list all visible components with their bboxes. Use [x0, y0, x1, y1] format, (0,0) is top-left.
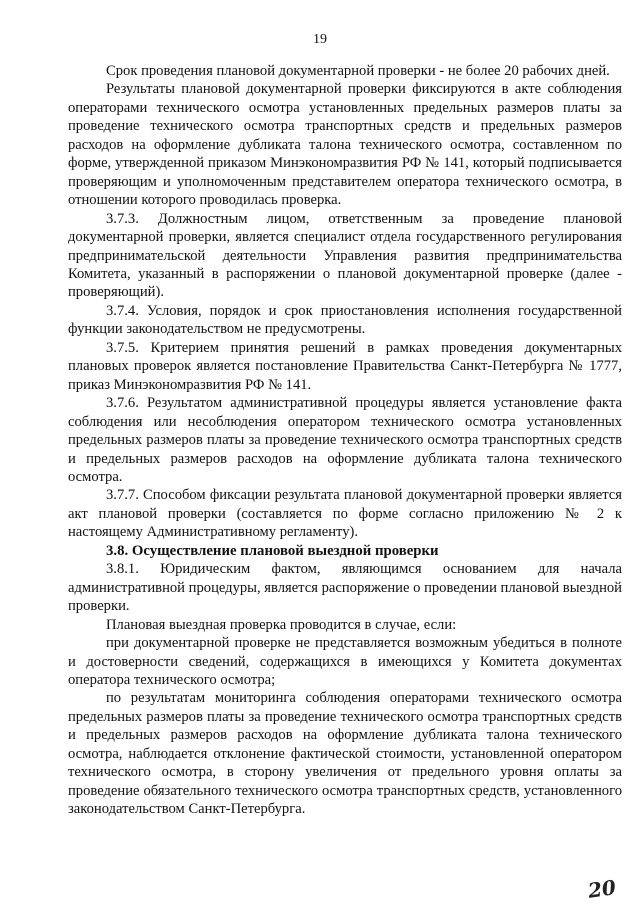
- paragraph-duration: Срок проведения плановой документарной проверки - не более 20 рабочих дней.: [106, 63, 610, 79]
- paragraph-3-7-4: 3.7.4. Условия, порядок и срок приостановления исполнения государственной функции законодательством не предусмотрены.: [68, 302, 622, 338]
- paragraph-3-7-7: 3.7.7. Способом фиксации результата плановой документарной проверки является акт плановой проверки (составляется по форме согласно приложению № 2 к настоящему Административному регламенту).: [68, 487, 622, 541]
- page-number: 19: [313, 32, 327, 47]
- paragraph-onsite-condition: Плановая выездная проверка проводится в случае, если:: [106, 616, 457, 633]
- handwritten-page-mark: 20: [586, 875, 618, 903]
- paragraph-3-7-5: 3.7.5. Критерием принятия решений в рамках проведения документарных плановых проверок является постановление Правительства Санкт-Петербурга № 1777, приказ Минэкономразвития РФ № 141.: [68, 339, 622, 393]
- paragraph-3-8-1: 3.8.1. Юридическим фактом, являющимся основанием для начала административной процедуры, является распоряжение о проведении плановой выездной проверки.: [68, 561, 622, 615]
- paragraph-results-recorded: Результаты плановой документарной проверки фиксируются в акте соблюдения операторами технического осмотра установленных предельных размеров платы за проведение технического осмотра транспортных средств и предельных размеров расходов на оформление дубликата талона технического осмотра, составленном по форме, утвержденной приказом Минэкономразвития РФ № 141, который подписывается проверяющим и уполномоченным представителем оператора технического осмотра, в отношении которого проводилась проверка.: [68, 81, 622, 209]
- paragraph-condition-documentary: при документарной проверке не представляется возможным убедиться в полноте и достоверности сведений, содержащихся в имеющихся у Комитета документах оператора технического осмотра;: [68, 635, 622, 688]
- section-heading-3-8: 3.8. Осуществление плановой выездной проверки: [106, 542, 439, 559]
- document-body: [68, 62, 622, 819]
- paragraph-3-7-6: 3.7.6. Результатом административной процедуры является установление факта соблюдения или несоблюдения оператором технического осмотра установленных предельных размеров платы за проведение технического осмотра транспортных средств и предельных размеров расходов на оформление дубликата талона технического осмотра.: [68, 395, 622, 485]
- paragraph-condition-monitoring: по результатам мониторинга соблюдения операторами технического осмотра предельных размеров платы за проведение технического осмотра транспортных средств и предельных размеров расходов на оформление дубликата талона технического осмотра, наблюдается отклонение фактической стоимости, установленной оператором технического осмотра, в сторону увеличения от предельного уровня оплаты за проведение обязательного технического осмотра транспортных средств, установленного законодательством Санкт-Петербурга.: [68, 690, 622, 818]
- paragraph-3-7-3: 3.7.3. Должностным лицом, ответственным за проведение плановой документарной проверки, является специалист отдела государственного регулирования предпринимательской деятельности Управления развития предпринимательства Комитета, указанный в распоряжении о плановой документарной проверке (далее - проверяющий).: [68, 210, 622, 301]
